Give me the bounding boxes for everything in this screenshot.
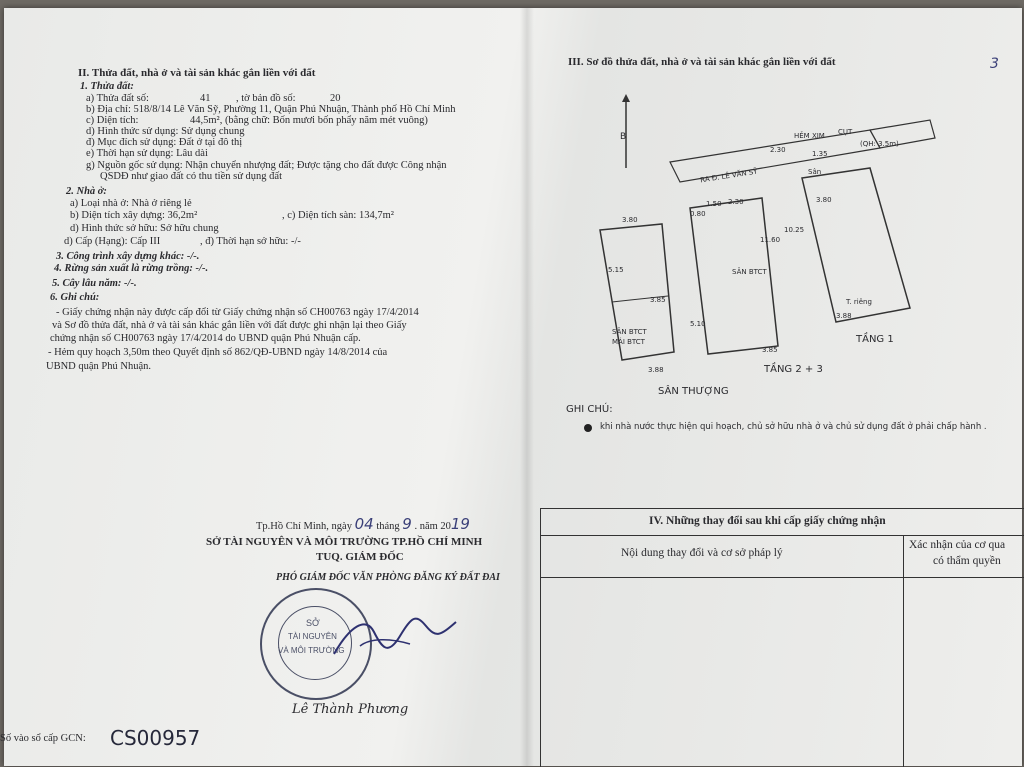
seal-text-2: TÀI NGUYÊN xyxy=(288,632,337,641)
col-header-confirm xyxy=(903,535,1024,578)
yard-label: Sân xyxy=(808,168,822,176)
dim-label: 3.80 xyxy=(816,196,832,204)
site-sketch xyxy=(540,90,1024,410)
dim-label: 3.80 xyxy=(622,216,638,224)
table-column-divider xyxy=(903,535,904,767)
house-heading: 2. Nhà ở: xyxy=(66,186,107,197)
section-2-title: II. Thửa đất, nhà ở và tài sản khác gắn liền với đất xyxy=(78,67,316,79)
handwritten-signature xyxy=(330,596,460,668)
date-year: 19 xyxy=(450,515,470,533)
dim-label: 1.50 xyxy=(706,200,722,208)
sketch-note-label: GHI CHÚ: xyxy=(566,404,613,415)
dim-label: 2.30 xyxy=(728,198,744,206)
dim-label: 11.60 xyxy=(760,236,781,244)
deputy-director-title: PHÓ GIÁM ĐỐC VĂN PHÒNG ĐĂNG KÝ ĐẤT ĐAI xyxy=(276,572,500,583)
date-day: 04 xyxy=(354,515,374,533)
dim-label: 3.88 xyxy=(648,366,664,374)
house-ownership-form: d) Hình thức sở hữu: Sở hữu chung xyxy=(70,223,219,234)
note-line: chứng nhận số CH00763 ngày 17/4/2014 do UBND quận Phú Nhuận cấp. xyxy=(50,333,361,344)
land-use-purpose: đ) Mục đích sử dụng: Đất ở tại đô thị xyxy=(86,137,243,148)
section-3-title: III. Sơ đồ thửa đất, nhà ở và tài sản khác gắn liền với đất xyxy=(568,56,836,68)
other-construction: 3. Công trình xây dựng khác: -/-. xyxy=(56,251,200,262)
note-line: - Giấy chứng nhận này được cấp đổi từ Giấy chứng nhận số CH00763 ngày 17/4/2014 xyxy=(56,307,419,318)
parcel-number: 41 xyxy=(200,93,211,104)
roof-slab-label: MÁI BTCT xyxy=(612,338,645,346)
issue-place-date xyxy=(256,515,470,533)
changes-table-title-row xyxy=(541,509,1024,536)
house-ownership-term: , đ) Thời hạn sở hữu: -/- xyxy=(200,236,301,247)
roof-area-label: SÂN BTCT xyxy=(612,328,647,336)
changes-table xyxy=(540,508,1024,767)
land-area-label: c) Diện tích: xyxy=(86,115,139,126)
page-fold xyxy=(520,8,534,766)
bullet-icon xyxy=(584,424,592,432)
map-sheet-number: 20 xyxy=(330,93,341,104)
floor-2-3-area-label: SÂN BTCT xyxy=(732,268,767,276)
north-arrow-head-icon xyxy=(622,94,630,102)
for-director: TUQ. GIÁM ĐỐC xyxy=(316,551,404,563)
floor-2-3-label: TẦNG 2 + 3 xyxy=(764,364,823,375)
house-grade: d) Cấp (Hạng): Cấp III xyxy=(64,236,161,247)
production-forest: 4. Rừng sản xuất là rừng trồng: -/-. xyxy=(54,263,209,274)
dim-label: 1.35 xyxy=(812,150,828,158)
map-sheet-label: , tờ bản đồ số: xyxy=(236,93,296,104)
floor-2-3-outline xyxy=(690,198,781,354)
perennial-trees: 5. Cây lâu năm: -/-. xyxy=(52,278,137,289)
note-line: UBND quận Phú Nhuận. xyxy=(46,361,151,372)
registration-number: CS00957 xyxy=(110,726,201,750)
sketch-note-text: khi nhà nước thực hiện qui hoạch, chủ sở hữu nhà ở và chủ sử dụng đất ở phải chấp hành . xyxy=(600,422,987,432)
dim-label: 10.25 xyxy=(784,226,805,234)
land-origin-line-1: g) Nguồn gốc sử dụng: Nhận chuyển nhượng đất; Được tặng cho đất được Công nhận xyxy=(86,160,447,171)
road-label: RA Đ. LÊ VĂN SỸ xyxy=(699,167,759,185)
dim-label: 5.10 xyxy=(690,320,706,328)
dim-label: 5.15 xyxy=(608,266,624,274)
house-type: a) Loại nhà ở: Nhà ở riêng lẻ xyxy=(70,198,192,209)
col-header-confirm-line-1: Xác nhận của cơ qua xyxy=(909,539,1006,551)
col-header-content-label: Nội dung thay đổi và cơ sở pháp lý xyxy=(621,547,783,559)
note-line: - Hẻm quy hoạch 3,50m theo Quyết định số 862/QĐ-UBND ngày 14/8/2014 của xyxy=(48,347,388,358)
dim-label: 2.30 xyxy=(770,146,786,154)
dim-label: 3.85 xyxy=(650,296,666,304)
alley-label: HẺM XIM xyxy=(794,132,825,140)
section-4-title: IV. Những thay đổi sau khi cấp giấy chứng nhận xyxy=(649,515,886,527)
date-year-label: . năm 20 xyxy=(414,521,451,532)
private-toilet-label: T. riêng xyxy=(846,298,872,306)
seal-text-3: VÀ MÔI TRƯỜNG xyxy=(278,646,345,655)
date-month: 9 xyxy=(402,515,412,533)
dim-label: 0.80 xyxy=(690,210,706,218)
alley-outline xyxy=(670,130,880,182)
land-use-term: e) Thời hạn sử dụng: Lâu dài xyxy=(86,148,208,159)
note-line: và Sơ đồ thửa đất, nhà ở và tài sản khác gắn liền với đất được ghi nhận lại theo Giấy xyxy=(52,320,407,331)
page-mark: 3 xyxy=(990,56,999,72)
land-area-value: 44,5m², (bằng chữ: Bốn mươi bốn phẩy năm mét vuông) xyxy=(190,115,428,126)
land-address: b) Địa chỉ: 518/8/14 Lê Văn Sỹ, Phường 11, Quận Phú Nhuận, Thành phố Hồ Chí Minh xyxy=(86,104,456,115)
seal-text-1: SỞ xyxy=(306,618,320,628)
land-heading: 1. Thửa đất: xyxy=(80,81,134,92)
land-use-form: d) Hình thức sử dụng: Sử dụng chung xyxy=(86,126,245,137)
dim-label: 3.85 xyxy=(762,346,778,354)
issuing-agency: SỞ TÀI NGUYÊN VÀ MÔI TRƯỜNG TP.HỒ CHÍ MINH xyxy=(206,536,483,548)
parcel-label: a) Thửa đất số: xyxy=(86,93,149,104)
floor-1-label: TẦNG 1 xyxy=(856,334,894,345)
signer-name: Lê Thành Phương xyxy=(292,702,409,717)
house-floor-area: , c) Diện tích sàn: 134,7m² xyxy=(282,210,394,221)
north-label: B xyxy=(620,132,627,142)
roof-terrace-label: SÂN THƯỢNG xyxy=(658,386,729,397)
alley-width-label: (QH: 3.5m) xyxy=(860,140,899,148)
house-built-area: b) Diện tích xây dựng: 36,2m² xyxy=(70,210,198,221)
registration-label: Số vào sổ cấp GCN: xyxy=(0,733,86,744)
date-prefix: Tp.Hồ Chí Minh, ngày xyxy=(256,521,352,532)
dim-label: 3.88 xyxy=(836,312,852,320)
col-header-content xyxy=(541,535,903,578)
dead-end-label: CỤT xyxy=(838,128,853,136)
notes-heading: 6. Ghi chú: xyxy=(50,292,100,303)
col-header-confirm-line-2: có thẩm quyền xyxy=(933,555,1001,567)
date-month-label: tháng xyxy=(376,521,400,532)
land-origin-line-2: QSDĐ như giao đất có thu tiền sử dụng đất xyxy=(100,171,282,182)
